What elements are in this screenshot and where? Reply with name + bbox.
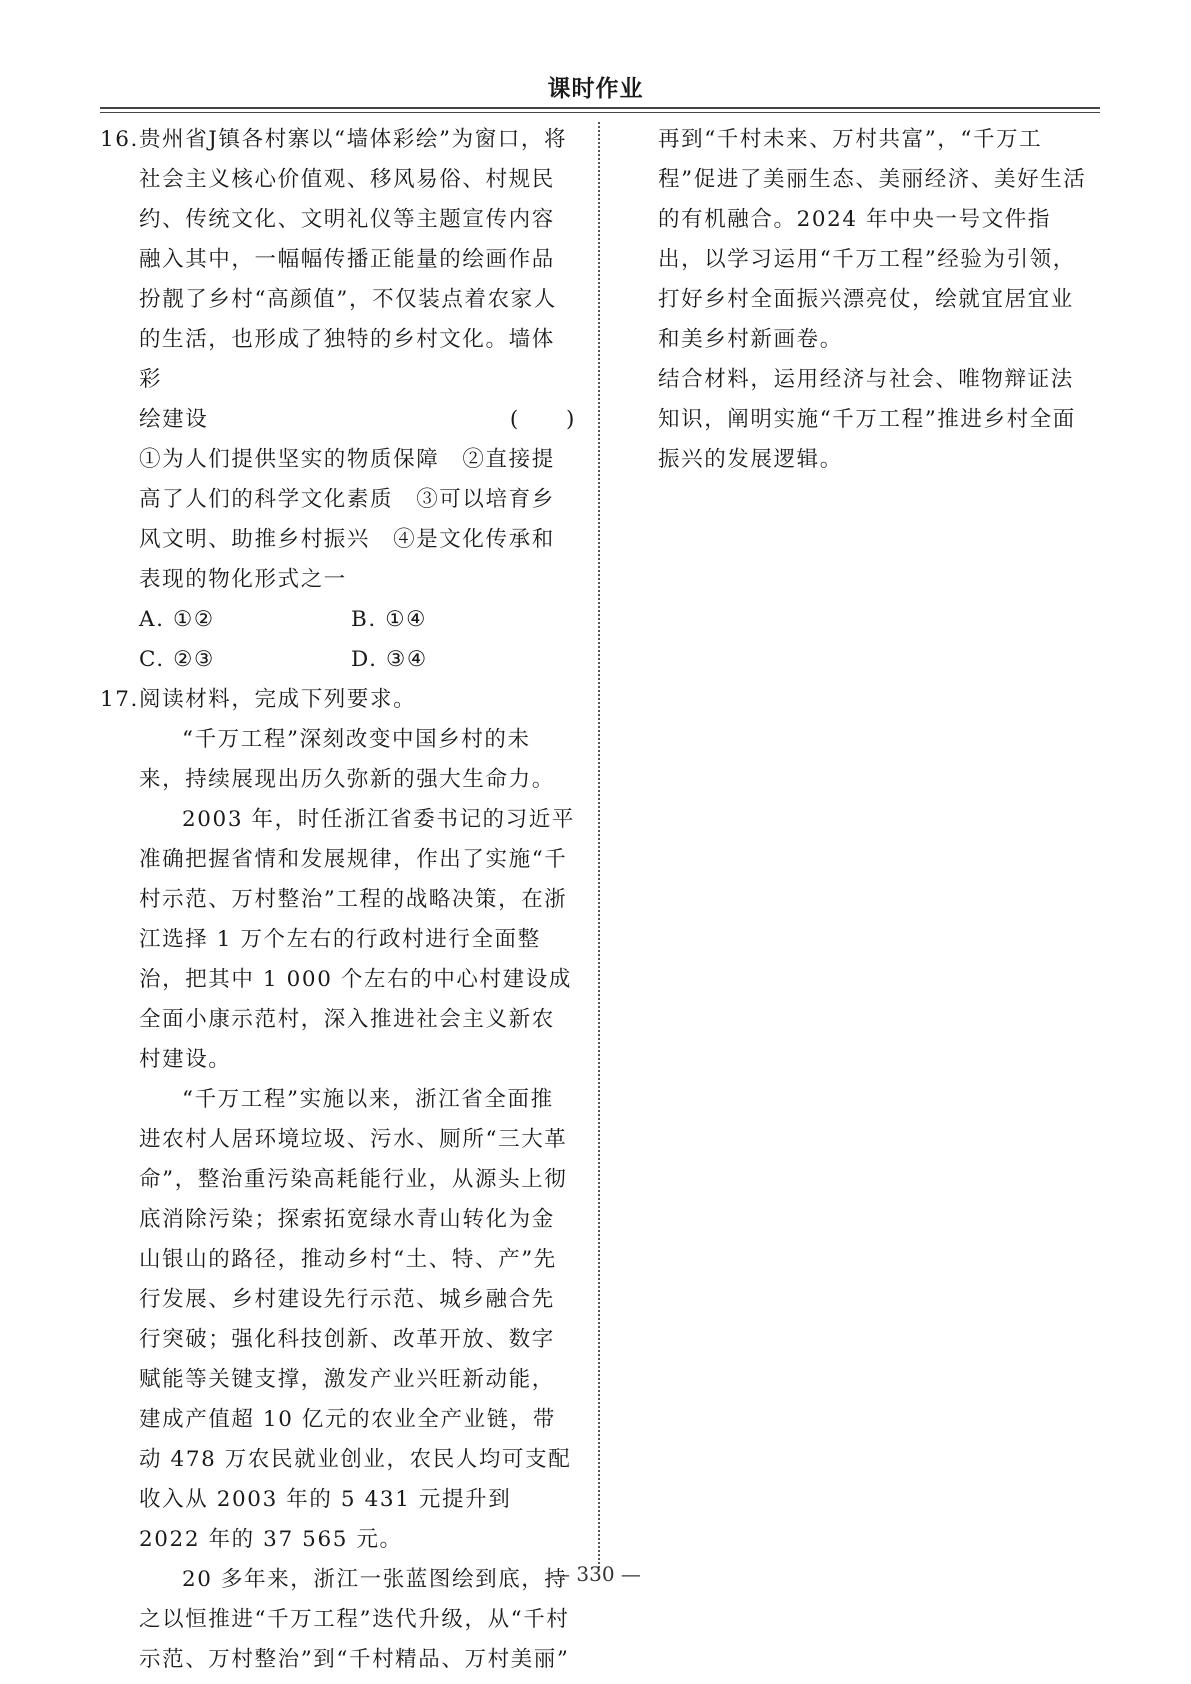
header-rule xyxy=(100,107,1100,109)
option-d[interactable]: D. ③④ xyxy=(351,647,428,672)
question-number: 16. xyxy=(100,127,139,152)
question-16 xyxy=(100,120,576,680)
question-instruction: 阅读材料，完成下列要求。 xyxy=(139,687,417,712)
right-column xyxy=(658,120,1094,480)
page-number: — 330 — xyxy=(550,1562,641,1586)
material-paragraph: 2003 年，时任浙江省委书记的习近平准确把握省情和发展规律，作出了实施“千村示范、万村整治”工程的战略决策，在浙江选择 1 万个左右的行政村进行全面整治，把其中 1 000 个左右的中心村建设成全面小康示范村，深入推进社会主义新农村建设。 xyxy=(139,807,575,1072)
stem-end-line xyxy=(139,400,576,440)
material-paragraph-continued: 再到“千村未来、万村共富”，“千万工程”促进了美丽生态、美丽经济、美好生活的有机融合。2024 年中央一号文件指出，以学习运用“千万工程”经验为引领，打好乡村全面振兴漂亮仗，绘就宜居宜业和美乡村新画卷。 xyxy=(658,127,1087,352)
option-a[interactable]: A. ①② xyxy=(139,607,215,632)
column-divider xyxy=(598,122,600,1568)
stem-end-text: 绘建设 xyxy=(139,407,209,432)
question-body xyxy=(139,120,576,680)
question-body xyxy=(139,680,576,1680)
material-paragraph: “千万工程”实施以来，浙江省全面推进农村人居环境垃圾、污水、厕所“三大革命”，整治重污染高耗能行业，从源头上彻底消除污染；探索拓宽绿水青山转化为金山银山的路径，推动乡村“土、特、产”先行发展、乡村建设先行示范、城乡融合先行突破；强化科技创新、改革开放、数字赋能等关键支撑，激发产业兴旺新动能，建成产值超 10 亿元的农业全产业链，带动 478 万农民就业创业，农民人均可支配收入从 2003 年的 5 431 元提升到 2022 年的 37 565 元。 xyxy=(139,1087,572,1552)
page-header-title: 课时作业 xyxy=(547,76,644,102)
options-row xyxy=(139,640,576,680)
question-17 xyxy=(100,680,576,1680)
question-statements: ①为人们提供坚实的物质保障 ②直接提高了人们的科学文化素质 ③可以培育乡风文明、助推乡村振兴 ④是文化传承和表现的物化形式之一 xyxy=(139,447,555,592)
material-paragraph: 20 多年来，浙江一张蓝图绘到底，持之以恒推进“千万工程”迭代升级，从“千村示范、万村整治”到“千村精品、万村美丽” xyxy=(139,1567,570,1672)
left-column xyxy=(100,120,576,1680)
answer-blank: ( ) xyxy=(509,407,576,432)
material-paragraph: “千万工程”深刻改变中国乡村的未来，持续展现出历久弥新的强大生命力。 xyxy=(139,727,555,792)
question-prompt: 结合材料，运用经济与社会、唯物辩证法知识，阐明实施“千万工程”推进乡村全面振兴的发展逻辑。 xyxy=(658,367,1076,472)
header-rule-thin xyxy=(100,112,1100,113)
option-c[interactable]: C. ②③ xyxy=(139,647,215,672)
options-row xyxy=(139,600,576,640)
question-number: 17. xyxy=(100,687,139,712)
question-stem: 贵州省J镇各村寨以“墙体彩绘”为窗口，将社会主义核心价值观、移风易俗、村规民约、传统文化、文明礼仪等主题宣传内容融入其中，一幅幅传播正能量的绘画作品扮靓了乡村“高颜值”，不仅装点着农家人的生活，也形成了独特的乡村文化。墙体彩 xyxy=(139,127,568,392)
option-b[interactable]: B. ①④ xyxy=(351,607,428,632)
